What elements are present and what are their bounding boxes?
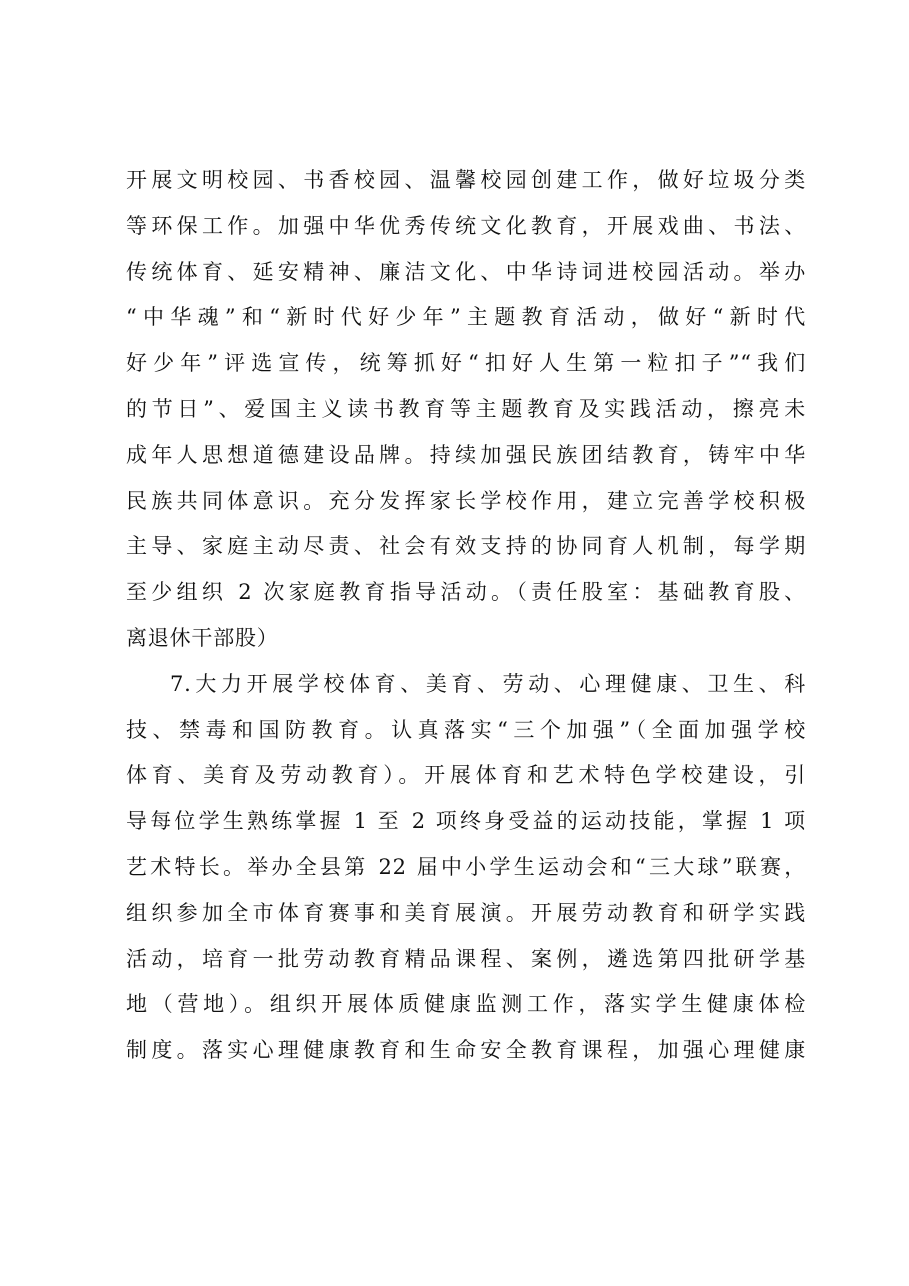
- text-line: 传统体育、延安精神、廉洁文化、中华诗词进校园活动。举办: [126, 259, 806, 284]
- text-line: 地（营地）。组织开展体质健康监测工作，落实学生健康体检: [126, 992, 806, 1017]
- text-line: 离退休干部股）: [126, 625, 279, 650]
- text-line: 等环保工作。加强中华优秀传统文化教育，开展戏曲、书法、: [126, 213, 806, 238]
- text-line: 活动，培育一批劳动教育精品课程、案例，遴选第四批研学基: [126, 946, 806, 971]
- text-line: 的节日”、爱国主义读书教育等主题教育及实践活动，擦亮未: [126, 396, 806, 421]
- text-line: 制度。落实心理健康教育和生命安全教育课程，加强心理健康: [126, 1038, 806, 1063]
- text-line: 开展文明校园、书香校园、温馨校园创建工作，做好垃圾分类: [126, 168, 806, 192]
- document-body: [126, 158, 806, 1074]
- text-line: 成年人思想道德建设品牌。持续加强民族团结教育，铸牢中华: [126, 442, 806, 467]
- text-line: 主导、家庭主动尽责、社会有效支持的协同育人机制，每学期: [126, 534, 806, 559]
- text-line: 7.大力开展学校体育、美育、劳动、心理健康、卫生、科: [170, 671, 806, 696]
- paragraph-1: [126, 158, 806, 662]
- text-line: “中华魂”和“新时代好少年”主题教育活动，做好“新时代: [126, 305, 806, 330]
- text-line: 艺术特长。举办全县第 22 届中小学生运动会和“三大球”联赛，: [126, 854, 806, 879]
- text-line: 导每位学生熟练掌握 1 至 2 项终身受益的运动技能，掌握 1 项: [126, 809, 806, 834]
- text-line: 体育、美育及劳动教育）。开展体育和艺术特色学校建设，引: [126, 763, 806, 788]
- text-line: 组织参加全市体育赛事和美育展演。开展劳动教育和研学实践: [126, 900, 806, 925]
- text-line: 民族共同体意识。充分发挥家长学校作用，建立完善学校积极: [126, 488, 806, 513]
- text-line: 技、禁毒和国防教育。认真落实“三个加强”（全面加强学校: [126, 717, 806, 742]
- text-line: 至少组织 2 次家庭教育指导活动。（责任股室：基础教育股、: [126, 580, 806, 605]
- paragraph-2: [126, 662, 806, 1074]
- text-line: 好少年”评选宣传，统筹抓好“扣好人生第一粒扣子”“我们: [126, 351, 806, 376]
